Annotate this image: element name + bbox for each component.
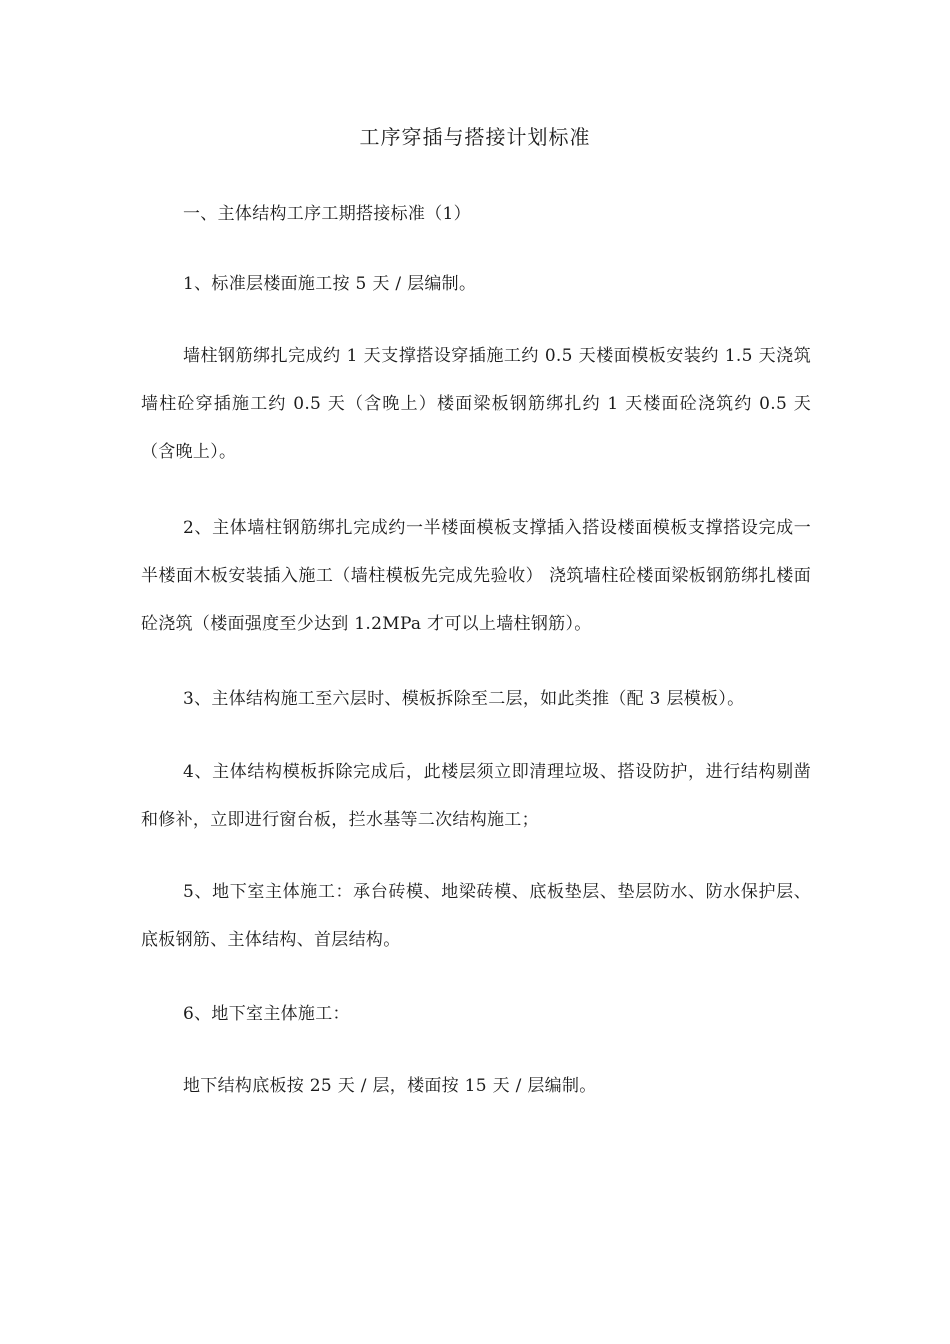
paragraph-item-3: 3、主体结构施工至六层时、模板拆除至二层，如此类推（配 3 层模板）。: [183, 689, 745, 709]
paragraph-item-4: 4、主体结构模板拆除完成后，此楼层须立即清理垃圾、搭设防护，进行结构剔凿和修补，立即进行窗台板，拦水基等二次结构施工；: [141, 762, 811, 830]
paragraph-item-1: 1、标准层楼面施工按 5 天 / 层编制。: [183, 274, 477, 294]
paragraph-schedule-detail: 墙柱钢筋绑扎完成约 1 天支撑搭设穿插施工约 0.5 天楼面模板安装约 1.5 天浇筑墙柱砼穿插施工约 0.5 天（含晚上）楼面梁板钢筋绑扎约 1 天楼面砼浇筑约 0.5 天（含晚上）。: [141, 346, 811, 462]
document-title: 工序穿插与搭接计划标准: [359, 125, 591, 149]
paragraph-item-6: 6、地下室主体施工：: [183, 1004, 350, 1024]
paragraph-item-2: 2、主体墙柱钢筋绑扎完成约一半楼面模板支撑插入搭设楼面模板支撑搭设完成一半楼面木板安装插入施工（墙柱模板先完成先验收） 浇筑墙柱砼楼面梁板钢筋绑扎楼面砼浇筑（楼面强度至少达到 1.2MPa 才可以上墙柱钢筋）。: [141, 518, 811, 634]
paragraph-basement-schedule: 地下结构底板按 25 天 / 层，楼面按 15 天 / 层编制。: [183, 1076, 597, 1096]
section-heading: 一、主体结构工序工期搭接标准（1）: [183, 204, 471, 224]
paragraph-item-5: 5、地下室主体施工：承台砖模、地梁砖模、底板垫层、垫层防水、防水保护层、底板钢筋、主体结构、首层结构。: [141, 882, 811, 950]
